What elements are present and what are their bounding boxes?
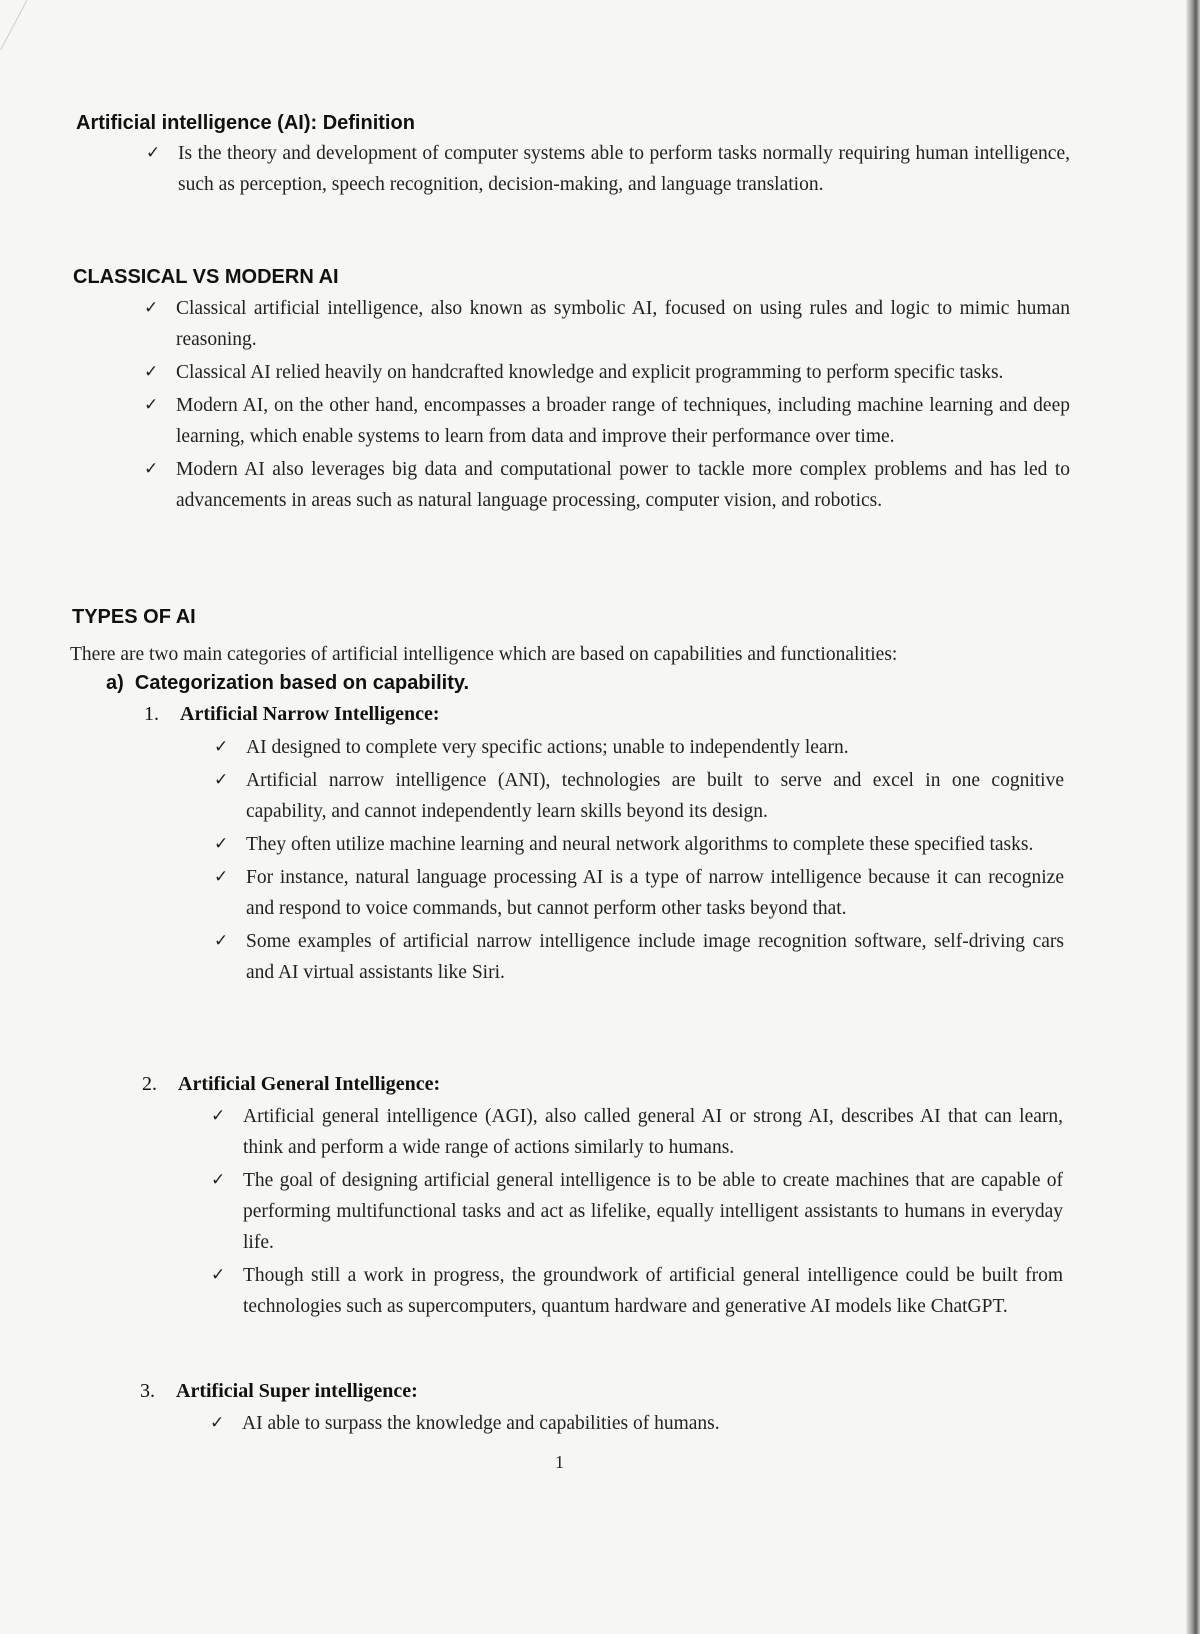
asi-title bbox=[140, 1380, 418, 1403]
list-item-text: Classical artificial intelligence, also known as symbolic AI, focused on using rules and logic to mimic human reasoning. bbox=[176, 298, 1070, 350]
check-icon: ✓ bbox=[146, 143, 161, 163]
types-of-ai-heading: TYPES OF AI bbox=[72, 606, 196, 628]
subheading-text: Categorization based on capability. bbox=[134, 672, 470, 694]
agi-title bbox=[142, 1073, 440, 1096]
check-icon: ✓ bbox=[211, 1106, 226, 1126]
check-icon: ✓ bbox=[144, 395, 159, 415]
ani-title-text: Artificial Narrow Intelligence: bbox=[180, 703, 440, 725]
list-item-text: Classical AI relied heavily on handcrafted knowledge and explicit programming to perform specific tasks. bbox=[176, 362, 1004, 383]
asi-list bbox=[210, 1408, 1062, 1439]
list-item bbox=[214, 829, 1064, 860]
subheading-marker: a) bbox=[106, 672, 124, 694]
ani-number: 1. bbox=[144, 703, 159, 725]
list-item-text: The goal of designing artificial general intelligence is to be able to create machines that are capable of performing multifunctional tasks and act as lifelike, equally intelligent assistants to humans in everyday life. bbox=[243, 1170, 1063, 1253]
list-item-text: Some examples of artificial narrow intelligence include image recognition software, self-driving cars and AI virtual assistants like Siri. bbox=[246, 931, 1064, 983]
list-item bbox=[144, 293, 1070, 355]
capability-subheading bbox=[106, 672, 469, 695]
list-item bbox=[214, 926, 1064, 988]
list-item bbox=[211, 1165, 1063, 1258]
agi-section bbox=[211, 1101, 1063, 1324]
list-item bbox=[144, 454, 1070, 516]
ani-list bbox=[214, 732, 1064, 988]
scan-page-edge bbox=[1186, 0, 1200, 1634]
agi-number: 2. bbox=[142, 1073, 157, 1095]
check-icon: ✓ bbox=[214, 867, 229, 887]
asi-section bbox=[210, 1408, 1062, 1441]
list-item-text: Artificial narrow intelligence (ANI), technologies are built to serve and excel in one cognitive capability, and cannot independently learn skills beyond its design. bbox=[246, 770, 1064, 822]
asi-title-text: Artificial Super intelligence: bbox=[176, 1380, 418, 1402]
check-icon: ✓ bbox=[210, 1413, 225, 1433]
check-icon: ✓ bbox=[214, 834, 229, 854]
list-item bbox=[144, 390, 1070, 452]
definition-heading: Artificial intelligence (AI): Definition bbox=[76, 112, 415, 134]
list-item-text: Artificial general intelligence (AGI), also called general AI or strong AI, describes AI that can learn, think and perform a wide range of actions similarly to humans. bbox=[243, 1106, 1063, 1158]
check-icon: ✓ bbox=[211, 1170, 226, 1190]
ani-section bbox=[214, 732, 1064, 990]
list-item-text: They often utilize machine learning and neural network algorithms to complete these specified tasks. bbox=[246, 834, 1034, 855]
check-icon: ✓ bbox=[144, 298, 159, 318]
list-item-text: Modern AI, on the other hand, encompasses a broader range of techniques, including machine learning and deep learning, which enable systems to learn from data and improve their performance over time. bbox=[176, 395, 1070, 447]
scan-corner-mark bbox=[0, 0, 58, 50]
check-icon: ✓ bbox=[211, 1265, 226, 1285]
check-icon: ✓ bbox=[144, 459, 159, 479]
agi-list bbox=[211, 1101, 1063, 1322]
check-icon: ✓ bbox=[214, 737, 229, 757]
list-item bbox=[211, 1101, 1063, 1163]
check-icon: ✓ bbox=[214, 770, 229, 790]
ani-title bbox=[144, 703, 440, 726]
list-item bbox=[214, 765, 1064, 827]
check-icon: ✓ bbox=[214, 931, 229, 951]
types-of-ai-intro: There are two main categories of artificial intelligence which are based on capabilities and functionalities: bbox=[70, 644, 898, 665]
list-item-text: Though still a work in progress, the groundwork of artificial general intelligence could be built from technologies such as supercomputers, quantum hardware and generative AI models like ChatGPT. bbox=[243, 1265, 1063, 1317]
list-item bbox=[144, 357, 1070, 388]
list-item bbox=[214, 732, 1064, 763]
list-item-text: AI able to surpass the knowledge and capabilities of humans. bbox=[242, 1413, 720, 1434]
classical-vs-modern-list bbox=[144, 293, 1070, 516]
definition-list bbox=[146, 138, 1070, 200]
agi-title-text: Artificial General Intelligence: bbox=[178, 1073, 441, 1095]
list-item bbox=[146, 138, 1070, 200]
list-item bbox=[211, 1260, 1063, 1322]
page-number: 1 bbox=[555, 1452, 564, 1472]
list-item-text: AI designed to complete very specific actions; unable to independently learn. bbox=[246, 737, 849, 758]
list-item-text: Modern AI also leverages big data and computational power to tackle more complex problems and has led to advancements in areas such as natural language processing, computer vision, and robotics. bbox=[176, 459, 1070, 511]
asi-number: 3. bbox=[140, 1380, 155, 1402]
list-item bbox=[210, 1408, 1062, 1439]
list-item-text: For instance, natural language processing AI is a type of narrow intelligence because it can recognize and respond to voice commands, but cannot perform other tasks beyond that. bbox=[246, 867, 1064, 919]
check-icon: ✓ bbox=[144, 362, 159, 382]
definition-section bbox=[146, 138, 1070, 202]
classical-vs-modern-heading: CLASSICAL VS MODERN AI bbox=[73, 266, 339, 288]
list-item-text: Is the theory and development of computer systems able to perform tasks normally requiring human intelligence, such as perception, speech recognition, decision-making, and language translation. bbox=[178, 143, 1070, 195]
classical-vs-modern-section bbox=[144, 293, 1070, 518]
list-item bbox=[214, 862, 1064, 924]
